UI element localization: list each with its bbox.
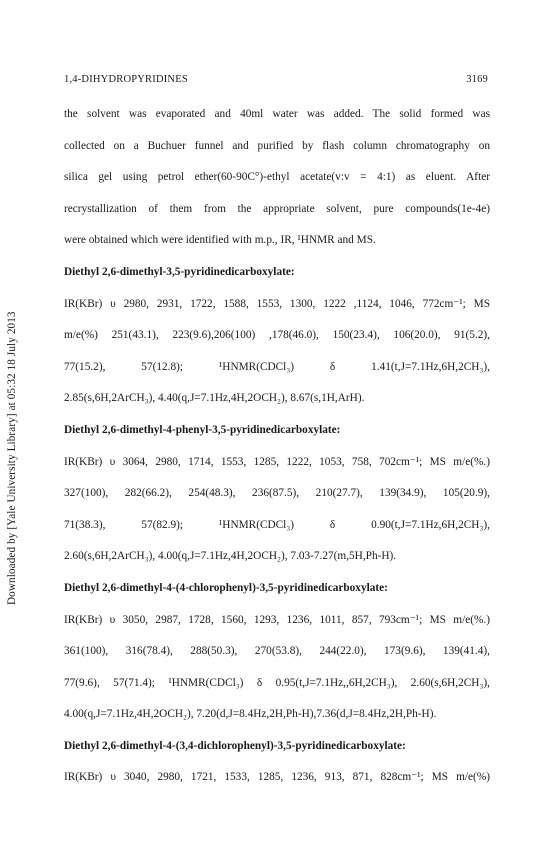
running-title: 1,4-DIHYDROPYRIDINES bbox=[64, 74, 188, 85]
text-line: the solvent was evaporated and 40ml water was added. The solid formed was bbox=[64, 108, 490, 120]
compound-heading: Diethyl 2,6-dimethyl-4-(3,4-dichlorophenyl)-3,5-pyridinedicarboxylate: bbox=[64, 739, 406, 752]
spectral-data-line: IR(KBr) υ 3040, 2980, 1721, 1533, 1285, 1236, 913, 871, 828cm⁻¹; MS m/e(%) bbox=[64, 771, 490, 784]
spectral-data-line: 327(100), 282(66.2), 254(48.3), 236(87.5), 210(27.7), 139(34.9), 105(20.9), bbox=[64, 487, 490, 500]
download-watermark: Downloaded by [Yale University Library] at 05:32 18 July 2013 bbox=[6, 311, 18, 605]
spectral-data-line: IR(KBr) υ 2980, 2931, 1722, 1588, 1553, 1300, 1222 ,1124, 1046, 772cm⁻¹; MS bbox=[64, 297, 490, 310]
spectral-data-line: IR(KBr) υ 3064, 2980, 1714, 1553, 1285, 1222, 1053, 758, 702cm⁻¹; MS m/e(%.) bbox=[64, 455, 490, 468]
body-text bbox=[64, 104, 490, 799]
compound-heading: Diethyl 2,6-dimethyl-3,5-pyridinedicarboxylate: bbox=[64, 265, 295, 278]
spectral-data-line: 71(38.3), 57(82.9); ¹HNMR(CDCl₃) δ 0.90(t,J=7.1Hz,6H,2CH₃), bbox=[64, 518, 490, 531]
spectral-data-line: 2.60(s,6H,2ArCH₃), 4.00(q,J=7.1Hz,4H,2OCH₂), 7.03-7.27(m,5H,Ph-H). bbox=[64, 550, 397, 563]
spectral-data-line: 77(9.6), 57(71.4); ¹HNMR(CDCl₃) δ 0.95(t,J=7.1Hz,,6H,2CH₃), 2.60(s,6H,2CH₃), bbox=[64, 676, 490, 689]
text-line: silica gel using petrol ether(60-90C°)-ethyl acetate(v:v = 4:1) as eluent. After bbox=[64, 171, 490, 184]
spectral-data-line: 77(15.2), 57(12.8); ¹HNMR(CDCl₃) δ 1.41(t,J=7.1Hz,6H,2CH₃), bbox=[64, 360, 490, 373]
spectral-data-line: IR(KBr) υ 3050, 2987, 1728, 1560, 1293, 1236, 1011, 857, 793cm⁻¹; MS m/e(%.) bbox=[64, 613, 490, 626]
spectral-data-line: m/e(%) 251(43.1), 223(9.6),206(100) ,178(46.0), 150(23.4), 106(20.0), 91(5.2), bbox=[64, 329, 490, 342]
text-line: collected on a Buchuer funnel and purified by flash column chromatography on bbox=[64, 139, 490, 152]
spectral-data-line: 361(100), 316(78.4), 288(50.3), 270(53.8), 244(22.0), 173(9.6), 139(41.4), bbox=[64, 645, 490, 658]
page-number: 3169 bbox=[466, 74, 488, 85]
running-header bbox=[64, 74, 488, 85]
text-line: were obtained which were identified with m.p., IR, ¹HNMR and MS. bbox=[64, 234, 376, 247]
compound-heading: Diethyl 2,6-dimethyl-4-phenyl-3,5-pyridinedicarboxylate: bbox=[64, 423, 341, 436]
text-line: recrystallization of them from the appropriate solvent, pure compounds(1e-4e) bbox=[64, 202, 490, 215]
spectral-data-line: 4.00(q,J=7.1Hz,4H,2OCH₂), 7.20(d,J=8.4Hz,2H,Ph-H),7.36(d,J=8.4Hz,2H,Ph-H). bbox=[64, 708, 437, 721]
compound-heading: Diethyl 2,6-dimethyl-4-(4-chlorophenyl)-3,5-pyridinedicarboxylate: bbox=[64, 581, 388, 594]
spectral-data-line: 2.85(s,6H,2ArCH₃), 4.40(q,J=7.1Hz,4H,2OCH₂), 8.67(s,1H,ArH). bbox=[64, 392, 365, 405]
